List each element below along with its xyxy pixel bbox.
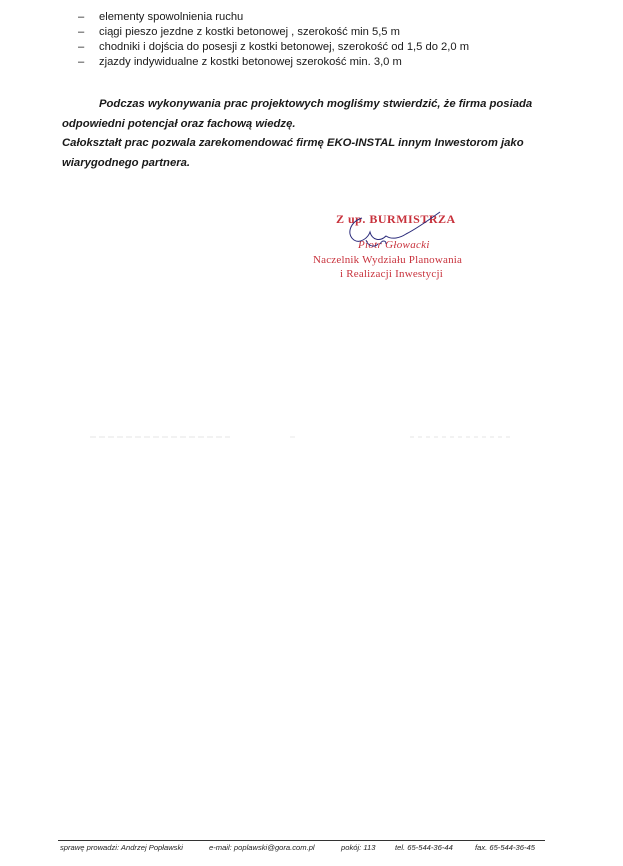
stamp-line-title: Naczelnik Wydziału Planowania [313, 254, 463, 266]
footer-phone: tel. 65-544-36-44 [395, 843, 453, 852]
paragraph-findings: Podczas wykonywania prac projektowych mogliśmy stwierdzić, że firma posiada odpowiedni potencjał oraz fachową wiedzę. [62, 98, 533, 130]
footer-fax: fax. 65-544-36-45 [475, 843, 535, 852]
dash-marker: – [78, 56, 85, 68]
dash-marker: – [78, 41, 85, 53]
bullet-list [78, 10, 469, 70]
stamp-line-authority: Z up. BURMISTRZA [336, 212, 456, 226]
list-item: – zjazdy indywidualne z kostki betonowej szerokość min. 3,0 m [78, 56, 402, 68]
list-item: – chodniki i dojścia do posesji z kostki betonowej, szerokość od 1,5 do 2,0 m [78, 41, 470, 53]
footer-email: e-mail: poplawski@gora.com.pl [209, 843, 315, 852]
scan-artifact-line [90, 436, 510, 438]
footer-room: pokój: 113 [341, 843, 376, 852]
dash-marker: – [78, 26, 85, 38]
stamp-line-department: i Realizacji Inwestycji [340, 268, 443, 280]
list-item: – elementy spowolnienia ruchu [78, 11, 244, 23]
stamp-line-name: Piotr Głowacki [358, 239, 430, 251]
handwritten-signature [340, 210, 450, 255]
dash-marker: – [78, 11, 85, 23]
list-item: – ciągi pieszo jezdne z kostki betonowej , szerokość min 5,5 m [78, 26, 400, 38]
paragraph-recommendation: Całokształt prac pozwala zarekomendować firmę EKO-INSTAL innym Inwestorom jako wiarygodnego partnera. [62, 137, 524, 169]
footer-case-handler: sprawę prowadzi: Andrzej Popławski [60, 843, 183, 852]
footer-divider [58, 840, 545, 841]
